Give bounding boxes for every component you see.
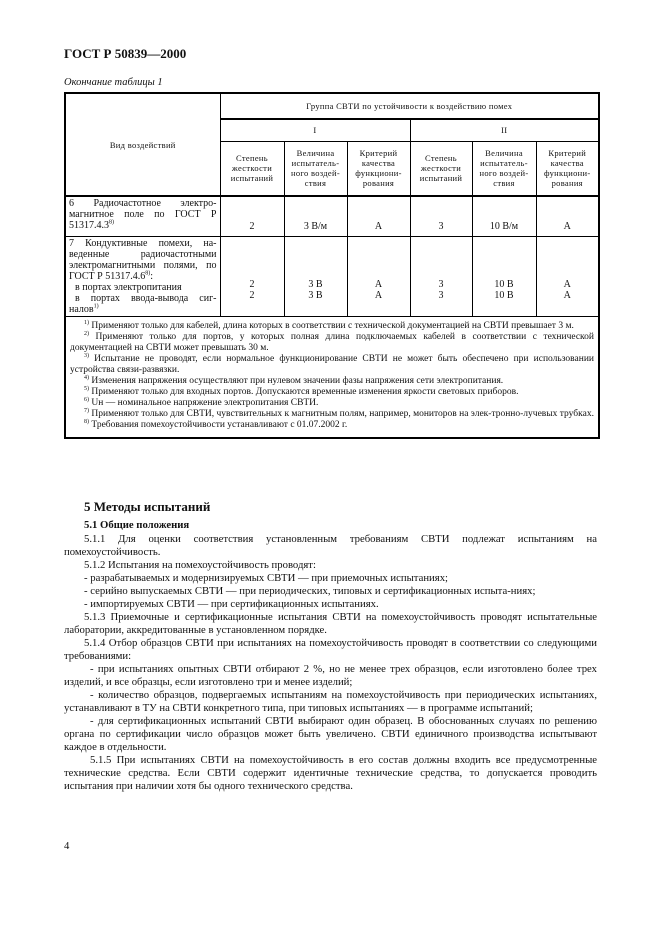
row-label: 6 Радиочастотное электро-магнитное поле по ГОСТ Р 51317.4.3 [69, 198, 217, 231]
subheader: Величина испытатель-ного воздей-ствия [472, 141, 536, 196]
subheader: Величина испытатель-ного воздей-ствия [284, 141, 347, 196]
group-ii: II [410, 119, 599, 141]
cell: 3 [438, 278, 444, 290]
paragraph: 5.1.4 Отбор образцов СВТИ при испытаниях на помехоустойчивость проводят в соответствии со следующими требованиями: [64, 637, 597, 662]
footnote: $^{7)}$ Применяют только для СВТИ, чувствительных к магнитным полям, например, мониторов на элек-тронно-лучевых трубках. [84, 407, 594, 419]
cell: 2 [249, 278, 255, 290]
cell: 3 В/м [284, 196, 347, 236]
footnote: $^{3)}$ Испытание не проводят, если нормальное функционирование СВТИ не может быть обеспечено при использовании устройства связи-развязки. [70, 352, 594, 375]
table-1 [64, 92, 600, 439]
cell: А [347, 196, 410, 236]
footnote: $^{6)}$ Uн — номинальное напряжение электропитания СВТИ. [84, 396, 319, 408]
subheader: Степень жесткости испытаний [410, 141, 472, 196]
section-title: 5 Методы испытаний [84, 499, 211, 514]
page-number: 4 [64, 840, 70, 852]
label-suffix: : [150, 270, 153, 282]
subrow-label: в портах ввода-вывода сиг-налов [69, 292, 217, 315]
footnote: $^{5)}$ Применяют только для входных портов. Допускаются временные изменения яркости световых приборов. [84, 385, 519, 397]
paragraph: 5.1.3 Приемочные и сертификационные испытания СВТИ на помехоустойчивость проводят испытательные лаборатории, аккредитованные в установленном порядке. [64, 611, 597, 636]
cell: А [563, 289, 571, 301]
table-footnotes [65, 316, 599, 438]
group-header: Группа СВТИ по устойчивости к воздействию помех [220, 93, 599, 119]
footnote-ref: 1) [93, 303, 99, 310]
cell: А [563, 278, 571, 290]
list-item: - импортируемых СВТИ — при сертификационных испытаниях. [84, 598, 379, 610]
list-item: - для сертификационных испытаний СВТИ выбирают один образец. В обоснованных случаях по решению органа по сертификации число образцов может быть увеличено. СВТИ единичного производства испытывают каждое в отдельности. [64, 715, 597, 753]
subrow-label: в портах электропитания [75, 281, 182, 293]
cell: 3 В [308, 278, 323, 290]
table-caption: Окончание таблицы 1 [64, 77, 163, 88]
cell: 3 В [308, 289, 323, 301]
list-item: - разрабатываемых и модернизируемых СВТИ — при приемочных испытаниях; [84, 572, 449, 584]
cell: 10 В [494, 278, 514, 290]
paragraph: 5.1.1 Для оценки соответствия установленным требованиям СВТИ подлежат испытаниям на помехоустойчивость. [64, 533, 597, 558]
section-5 [64, 500, 597, 793]
cell: А [536, 196, 599, 236]
footnote: $^{1)}$ Применяют только для кабелей, длина которых в соответствии с технической документацией на СВТИ превышает 3 м. [84, 319, 574, 331]
cell: 3 [410, 196, 472, 236]
list-item: - при испытаниях опытных СВТИ отбирают 2 %, но не менее трех образцов, если изготовлено более трех изделий, и все образцы, если изготовлено три и менее изделий; [64, 663, 597, 688]
footnote-ref: 8) [145, 270, 151, 277]
list-item: - количество образцов, подвергаемых испытаниям на помехоустойчивость при периодических испытаниях, устанавливают в ТУ на СВТИ конкретного типа, при типовых испытаниях — в программе испытаний; [64, 689, 597, 714]
table-row [65, 236, 599, 316]
group-i: I [220, 119, 410, 141]
footnote-ref: 8) [109, 219, 114, 226]
row-label: 7 Кондуктивные помехи, на-веденные радиочастотными электромагнитными полями, по ГОСТ Р 51317.4.6 [69, 237, 217, 282]
paragraph: 5.1.5 При испытаниях СВТИ на помехоустойчивость в его состав должны входить все предусмотренные технические средства. Если СВТИ содержит идентичные технические средства, то допускается проводить испытания при наличии хотя бы одного технического средства. [64, 754, 597, 792]
cell: 2 [249, 289, 255, 301]
cell: 3 [438, 289, 444, 301]
subheader: Степень жесткости испытаний [220, 141, 284, 196]
subheader: Критерий качества функциони-рования [347, 141, 410, 196]
document-header: ГОСТ Р 50839—2000 [64, 46, 187, 61]
paragraph: 5.1.2 Испытания на помехоустойчивость проводят: [84, 559, 316, 571]
table-row [65, 196, 599, 236]
cell: А [374, 289, 383, 301]
col-header-vid: Вид воздействий [65, 93, 220, 196]
footnote: $^{8)}$ Требования помехоустойчивости устанавливают с 01.07.2002 г. [84, 418, 348, 430]
cell: 10 В/м [472, 196, 536, 236]
subsection-title: 5.1 Общие положения [84, 519, 190, 531]
cell: А [374, 278, 383, 290]
subheader: Критерий качества функциони-рования [536, 141, 599, 196]
list-item: - серийно выпускаемых СВТИ — при периодических, типовых и сертификационных испыта-ниях; [84, 585, 536, 597]
cell: 10 В [494, 289, 514, 301]
footnote: $^{4)}$ Изменения напряжения осуществляют при нулевом значении фазы напряжения сети электропитания. [84, 374, 504, 386]
footnote: $^{2)}$ Применяют только для портов, у которых полная длина подключаемых кабелей в соответствии с технической документацией на СВТИ может превышать 30 м. [70, 330, 595, 353]
cell: 2 [220, 196, 284, 236]
